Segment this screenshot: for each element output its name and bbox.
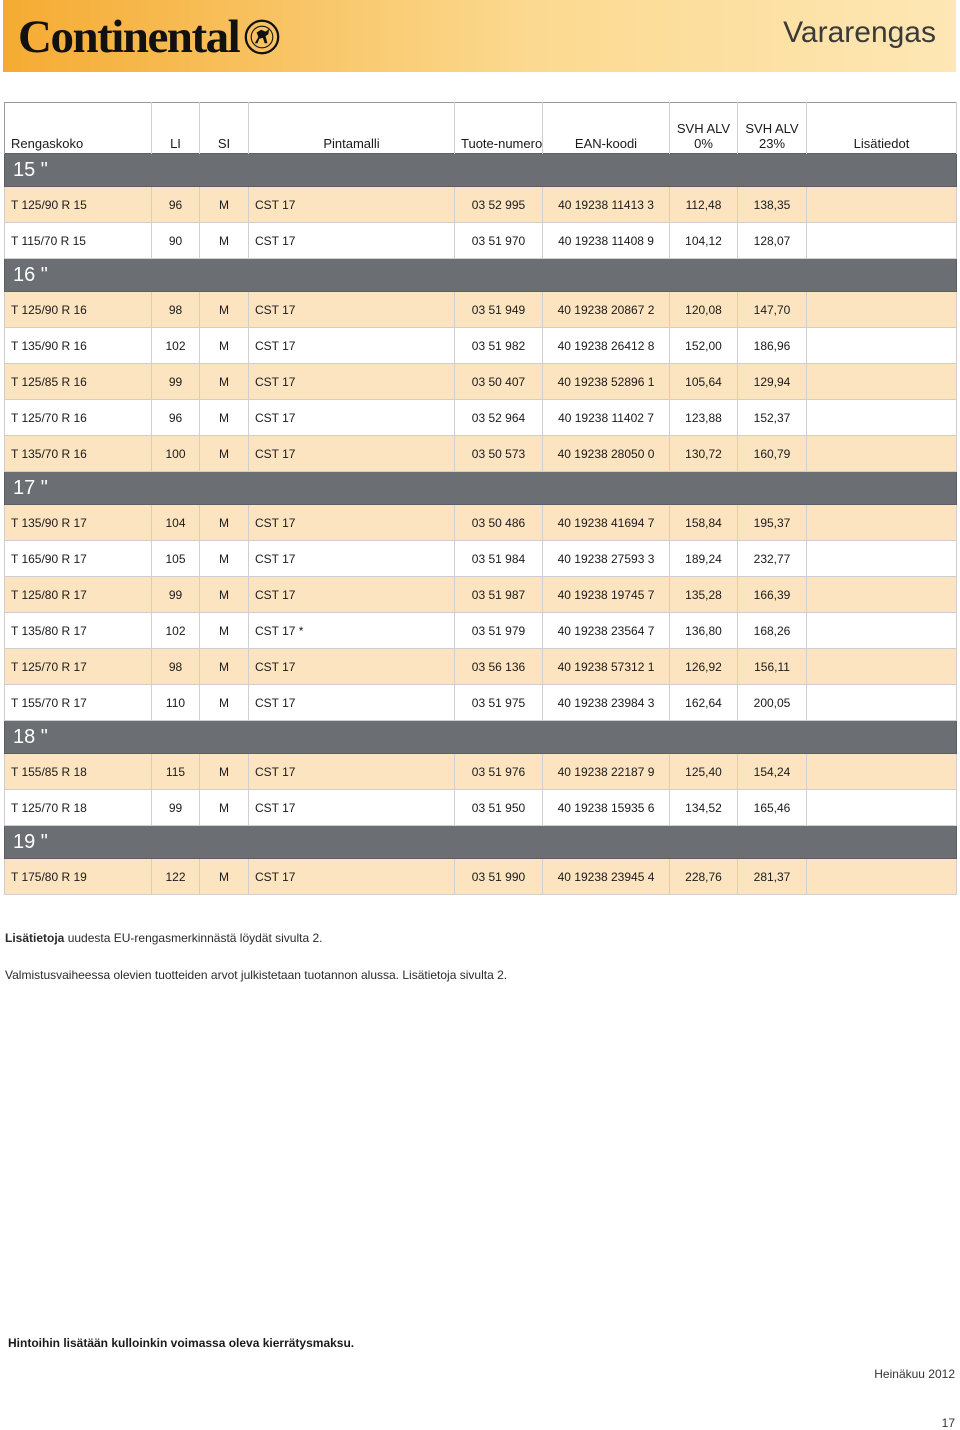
- table-cell: 99: [152, 577, 200, 613]
- table-row: [5, 436, 957, 472]
- table-cell: CST 17 *: [249, 613, 455, 649]
- table-cell: 120,08: [670, 292, 738, 328]
- table-cell: 112,48: [670, 187, 738, 223]
- table-cell: [807, 541, 957, 577]
- table-cell: 40 19238 57312 1: [543, 649, 670, 685]
- table-cell: [807, 187, 957, 223]
- table-cell: 147,70: [738, 292, 807, 328]
- table-cell: 166,39: [738, 577, 807, 613]
- col-header-pintamalli: Pintamalli: [249, 103, 455, 154]
- table-cell: [807, 613, 957, 649]
- table-row: [5, 364, 957, 400]
- table-cell: T 125/70 R 18: [5, 790, 152, 826]
- table-cell: 03 51 970: [455, 223, 543, 259]
- table-cell: M: [200, 613, 249, 649]
- table-row: [5, 328, 957, 364]
- section-label: 16 ": [5, 259, 957, 292]
- table-cell: 40 19238 22187 9: [543, 754, 670, 790]
- table-cell: 104,12: [670, 223, 738, 259]
- table-cell: 03 52 964: [455, 400, 543, 436]
- table-cell: 40 19238 11408 9: [543, 223, 670, 259]
- table-row: [5, 541, 957, 577]
- page-header: [3, 0, 956, 72]
- table-cell: 115: [152, 754, 200, 790]
- table-cell: 03 51 975: [455, 685, 543, 721]
- table-cell: M: [200, 541, 249, 577]
- table-cell: 158,84: [670, 505, 738, 541]
- table-cell: CST 17: [249, 292, 455, 328]
- table-cell: 128,07: [738, 223, 807, 259]
- table-cell: 03 50 486: [455, 505, 543, 541]
- table-cell: 03 52 995: [455, 187, 543, 223]
- table-row: [5, 223, 957, 259]
- table-cell: 03 51 949: [455, 292, 543, 328]
- table-cell: [807, 754, 957, 790]
- table-cell: CST 17: [249, 364, 455, 400]
- table-cell: 03 51 976: [455, 754, 543, 790]
- table-cell: 135,28: [670, 577, 738, 613]
- logo-wordmark: Continental: [18, 11, 240, 63]
- table-cell: 99: [152, 790, 200, 826]
- col-header-ean: EAN-koodi: [543, 103, 670, 154]
- table-cell: T 125/70 R 16: [5, 400, 152, 436]
- table-cell: CST 17: [249, 541, 455, 577]
- table-cell: CST 17: [249, 187, 455, 223]
- table-cell: M: [200, 187, 249, 223]
- table-cell: [807, 400, 957, 436]
- table-cell: T 135/90 R 16: [5, 328, 152, 364]
- table-cell: 98: [152, 649, 200, 685]
- table-cell: 122: [152, 859, 200, 895]
- table-row: [5, 613, 957, 649]
- col-header-tuotenumero: Tuote-numero: [455, 103, 543, 154]
- table-cell: M: [200, 754, 249, 790]
- col-header-svh-23: SVH ALV 23%: [738, 103, 807, 154]
- section-row: [5, 259, 957, 292]
- section-row: [5, 154, 957, 187]
- table-cell: [807, 436, 957, 472]
- table-row: [5, 400, 957, 436]
- table-cell: 40 19238 26412 8: [543, 328, 670, 364]
- table-header-row: [5, 103, 957, 154]
- table-cell: [807, 292, 957, 328]
- table-cell: 40 19238 23945 4: [543, 859, 670, 895]
- table-cell: 03 51 979: [455, 613, 543, 649]
- table-cell: T 135/80 R 17: [5, 613, 152, 649]
- table-cell: 110: [152, 685, 200, 721]
- table-cell: 03 50 407: [455, 364, 543, 400]
- col-header-si: SI: [200, 103, 249, 154]
- table-cell: 03 56 136: [455, 649, 543, 685]
- table-cell: T 115/70 R 15: [5, 223, 152, 259]
- table-cell: 40 19238 19745 7: [543, 577, 670, 613]
- table-cell: 100: [152, 436, 200, 472]
- table-cell: M: [200, 223, 249, 259]
- table-cell: 129,94: [738, 364, 807, 400]
- table-row: [5, 790, 957, 826]
- table-cell: M: [200, 505, 249, 541]
- manufacturing-note: Valmistusvaiheessa olevien tuotteiden arvot julkistetaan tuotannon alussa. Lisätietoja sivulta 2.: [5, 968, 508, 982]
- table-row: [5, 685, 957, 721]
- table-cell: 136,80: [670, 613, 738, 649]
- table-cell: 168,26: [738, 613, 807, 649]
- horse-seal-icon: [244, 19, 280, 55]
- table-cell: 96: [152, 400, 200, 436]
- table-cell: 40 19238 23564 7: [543, 613, 670, 649]
- table-cell: [807, 649, 957, 685]
- table-cell: [807, 505, 957, 541]
- table-cell: 162,64: [670, 685, 738, 721]
- table-cell: 40 19238 11413 3: [543, 187, 670, 223]
- table-cell: 03 50 573: [455, 436, 543, 472]
- table-cell: M: [200, 292, 249, 328]
- table-row: [5, 505, 957, 541]
- table-cell: 03 51 950: [455, 790, 543, 826]
- section-row: [5, 721, 957, 754]
- table-cell: 03 51 982: [455, 328, 543, 364]
- table-cell: 200,05: [738, 685, 807, 721]
- table-row: [5, 187, 957, 223]
- table-cell: 40 19238 41694 7: [543, 505, 670, 541]
- table-cell: 105: [152, 541, 200, 577]
- page-number: 17: [941, 1416, 955, 1430]
- table-cell: M: [200, 328, 249, 364]
- eu-label-note: [5, 931, 323, 945]
- table-row: [5, 577, 957, 613]
- col-header-li: LI: [152, 103, 200, 154]
- page-title: Vararengas: [783, 16, 936, 49]
- table-cell: CST 17: [249, 400, 455, 436]
- table-cell: 40 19238 23984 3: [543, 685, 670, 721]
- table-cell: [807, 577, 957, 613]
- footer-date: Heinäkuu 2012: [874, 1367, 955, 1381]
- table-cell: 125,40: [670, 754, 738, 790]
- section-row: [5, 826, 957, 859]
- table-cell: 104: [152, 505, 200, 541]
- table-cell: 160,79: [738, 436, 807, 472]
- eu-label-note-text: uudesta EU-rengasmerkinnästä löydät sivulta 2.: [64, 931, 323, 945]
- table-cell: 156,11: [738, 649, 807, 685]
- table-cell: 105,64: [670, 364, 738, 400]
- table-cell: T 125/70 R 17: [5, 649, 152, 685]
- table-cell: 90: [152, 223, 200, 259]
- table-cell: 152,00: [670, 328, 738, 364]
- table-cell: CST 17: [249, 754, 455, 790]
- table-cell: CST 17: [249, 685, 455, 721]
- table-cell: 134,52: [670, 790, 738, 826]
- section-label: 15 ": [5, 154, 957, 187]
- table-cell: CST 17: [249, 649, 455, 685]
- table-cell: 40 19238 28050 0: [543, 436, 670, 472]
- table-cell: 40 19238 52896 1: [543, 364, 670, 400]
- table-cell: 165,46: [738, 790, 807, 826]
- table-cell: 99: [152, 364, 200, 400]
- table-cell: M: [200, 790, 249, 826]
- table-cell: 189,24: [670, 541, 738, 577]
- table-cell: [807, 364, 957, 400]
- table-cell: 03 51 990: [455, 859, 543, 895]
- table-cell: 40 19238 15935 6: [543, 790, 670, 826]
- table-cell: T 155/85 R 18: [5, 754, 152, 790]
- table-cell: T 155/70 R 17: [5, 685, 152, 721]
- col-header-rengaskoko: Rengaskoko: [5, 103, 152, 154]
- table-cell: 40 19238 20867 2: [543, 292, 670, 328]
- table-cell: 96: [152, 187, 200, 223]
- table-cell: CST 17: [249, 859, 455, 895]
- table-cell: CST 17: [249, 223, 455, 259]
- table-cell: [807, 685, 957, 721]
- table-cell: 186,96: [738, 328, 807, 364]
- table-cell: M: [200, 364, 249, 400]
- table-cell: T 165/90 R 17: [5, 541, 152, 577]
- table-cell: [807, 223, 957, 259]
- continental-logo: [18, 8, 280, 66]
- table-cell: 152,37: [738, 400, 807, 436]
- table-cell: 232,77: [738, 541, 807, 577]
- table-cell: M: [200, 649, 249, 685]
- table-cell: 281,37: [738, 859, 807, 895]
- table-cell: 123,88: [670, 400, 738, 436]
- table-cell: T 135/90 R 17: [5, 505, 152, 541]
- table-cell: 98: [152, 292, 200, 328]
- table-cell: 102: [152, 328, 200, 364]
- table-cell: [807, 328, 957, 364]
- table-cell: 154,24: [738, 754, 807, 790]
- recycling-note: Hintoihin lisätään kulloinkin voimassa oleva kierrätysmaksu.: [8, 1336, 355, 1350]
- table-cell: 40 19238 11402 7: [543, 400, 670, 436]
- table-cell: T 125/85 R 16: [5, 364, 152, 400]
- table-cell: 138,35: [738, 187, 807, 223]
- table-row: [5, 649, 957, 685]
- table-cell: 03 51 984: [455, 541, 543, 577]
- tire-price-table: [4, 102, 957, 895]
- table-cell: 195,37: [738, 505, 807, 541]
- table-cell: M: [200, 436, 249, 472]
- table-cell: T 125/90 R 15: [5, 187, 152, 223]
- table-cell: M: [200, 577, 249, 613]
- table-cell: 40 19238 27593 3: [543, 541, 670, 577]
- table-row: [5, 859, 957, 895]
- table-cell: M: [200, 685, 249, 721]
- table-row: [5, 292, 957, 328]
- table-cell: CST 17: [249, 436, 455, 472]
- table-cell: T 125/80 R 17: [5, 577, 152, 613]
- col-header-svh-0: SVH ALV 0%: [670, 103, 738, 154]
- table-cell: 228,76: [670, 859, 738, 895]
- table-cell: T 175/80 R 19: [5, 859, 152, 895]
- section-label: 18 ": [5, 721, 957, 754]
- table-cell: CST 17: [249, 577, 455, 613]
- table-cell: CST 17: [249, 328, 455, 364]
- table-cell: 102: [152, 613, 200, 649]
- section-row: [5, 472, 957, 505]
- table-cell: M: [200, 400, 249, 436]
- table-cell: CST 17: [249, 790, 455, 826]
- table-cell: T 135/70 R 16: [5, 436, 152, 472]
- table-cell: T 125/90 R 16: [5, 292, 152, 328]
- table-cell: [807, 790, 957, 826]
- section-label: 17 ": [5, 472, 957, 505]
- table-cell: CST 17: [249, 505, 455, 541]
- table-cell: M: [200, 859, 249, 895]
- eu-label-note-bold: Lisätietoja: [5, 931, 65, 945]
- table-cell: 03 51 987: [455, 577, 543, 613]
- section-label: 19 ": [5, 826, 957, 859]
- table-cell: 130,72: [670, 436, 738, 472]
- table-row: [5, 754, 957, 790]
- table-cell: [807, 859, 957, 895]
- table-cell: 126,92: [670, 649, 738, 685]
- col-header-lisatiedot: Lisätiedot: [807, 103, 957, 154]
